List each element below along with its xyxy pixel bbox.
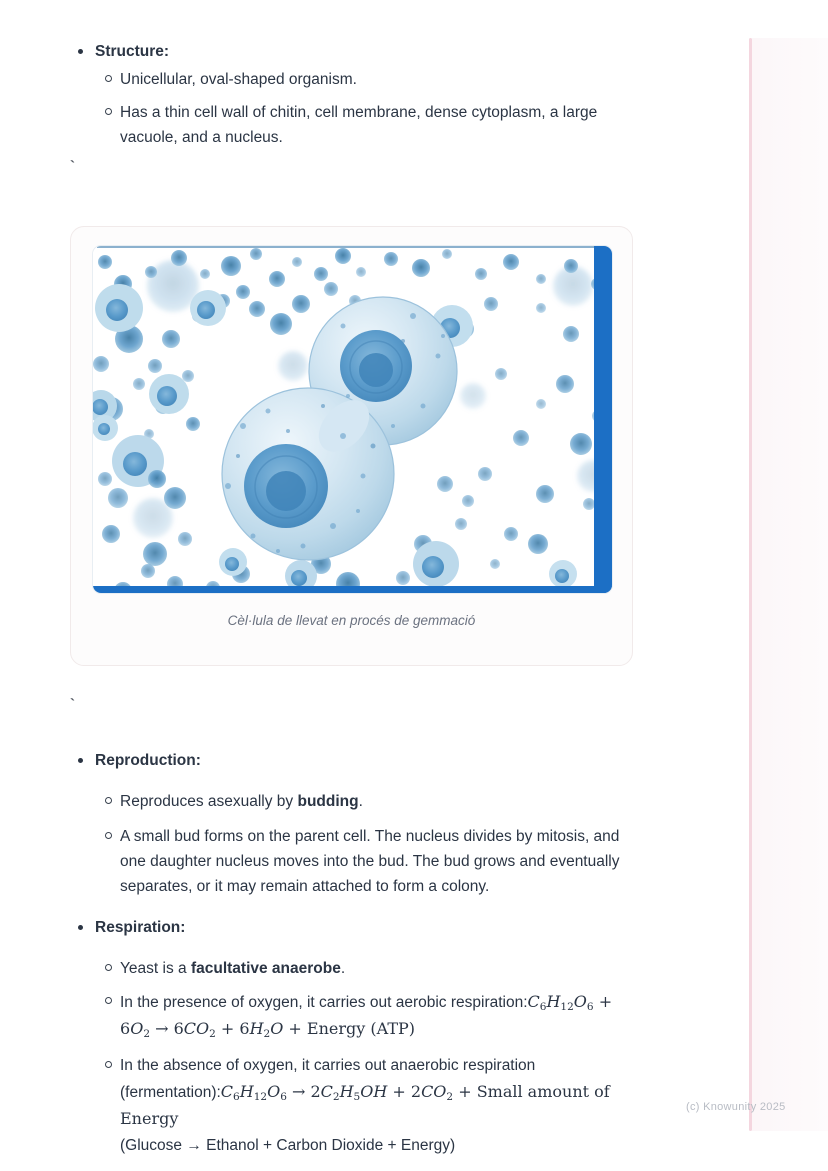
list-item: [70, 789, 645, 814]
photo-top-line: [97, 246, 594, 248]
list-item: A small bud forms on the parent cell. The nucleus divides by mitosis, and one daughter nucleus moves into the bud. The bud grows and eventually separates, or it may remain attached to form a colony.: [70, 824, 645, 899]
text-span: In the absence of oxygen, it carries out anaerobic respiration: [120, 1057, 536, 1074]
stray-backtick: `: [70, 158, 75, 175]
section-respiration: [70, 915, 645, 1159]
section-heading-reproduction: Reproduction:: [70, 748, 645, 773]
text-span: .: [340, 960, 346, 977]
chemical-formula: $6O_2 \to 6CO_2 + 6H_2O$ + Energy (ATP): [120, 1019, 415, 1040]
bold-term: facultative anaerobe: [190, 960, 341, 977]
list-item: Unicellular, oval-shaped organism.: [70, 67, 645, 92]
yeast-image: [93, 246, 612, 593]
text-span: Yeast is a: [120, 960, 191, 977]
bold-term: budding: [297, 793, 359, 810]
list-item-anaerobic-respiration: [70, 1053, 645, 1159]
text-span: (Glucose → Ethanol + Carbon Dioxide + Energy): [120, 1137, 456, 1154]
watermark: (c) Knowunity 2025: [686, 1101, 786, 1113]
chemical-formula: $C_6H_{12}O_6$ +: [527, 992, 613, 1013]
text-span: (fermentation):: [120, 1084, 221, 1101]
section-heading-structure: Structure:: [70, 39, 645, 64]
yeast-image-canvas: [93, 246, 612, 593]
text-span: Reproduces asexually by: [120, 793, 298, 810]
chemical-formula: $C_6H_{12}O_6 \to 2C_2H_5OH + 2CO_2$ + Small amount of Energy: [120, 1082, 610, 1128]
stray-backtick: `: [70, 696, 75, 713]
photo-right-bar: [594, 246, 612, 593]
photo-bottom-bar: [93, 586, 612, 593]
figure-caption: Cèl·lula de llevat en procés de gemmació: [227, 613, 476, 628]
page-accent-line: [749, 38, 752, 1131]
section-reproduction: [70, 748, 645, 899]
text-span: In the presence of oxygen, it carries out aerobic respiration:: [120, 994, 528, 1011]
section-structure: [70, 39, 645, 150]
list-item: Has a thin cell wall of chitin, cell membrane, dense cytoplasm, a large vacuole, and a nucleus.: [70, 100, 645, 150]
figure-card: [70, 226, 633, 666]
list-item-aerobic-respiration: [70, 989, 645, 1043]
list-item: [70, 956, 645, 981]
section-heading-respiration: Respiration:: [70, 915, 645, 940]
text-span: .: [358, 793, 363, 810]
page-margin-wash: [752, 38, 828, 1131]
